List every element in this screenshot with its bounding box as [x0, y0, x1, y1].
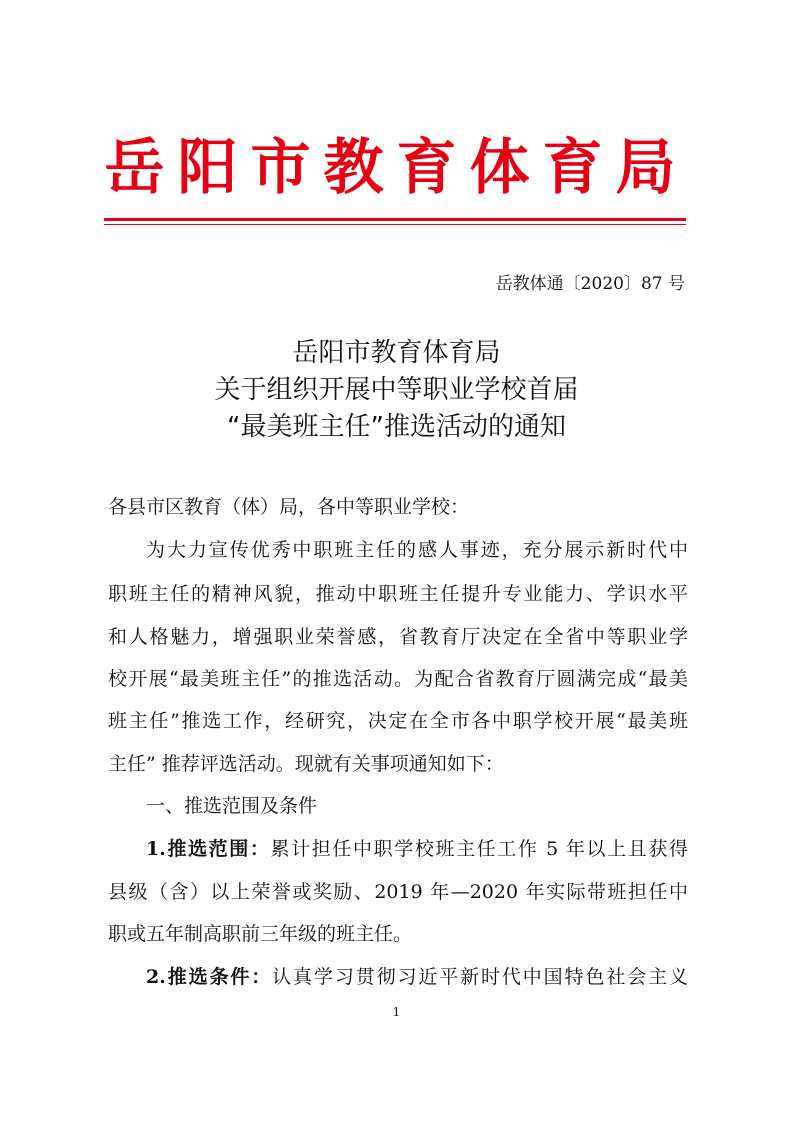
- item-1-first-line: [146, 835, 688, 863]
- masthead-rule-thick: [104, 218, 686, 221]
- section-heading-1: 一、推选范围及条件: [146, 795, 318, 817]
- item-2-first-line: [146, 963, 688, 991]
- title-line-2: 关于组织开展中等职业学校首届: [214, 375, 579, 405]
- item-1-text: 累计担任中职学校班主任工作 5 年以上且获得: [270, 838, 688, 860]
- item-1-label: 1.推选范围：: [146, 838, 271, 860]
- item-2-label: 2.推选条件：: [146, 966, 273, 988]
- document-number: 岳教体通〔2020〕87 号: [495, 274, 685, 294]
- title-line-1: 岳阳市教育体育局: [292, 338, 501, 368]
- item-1-line-2: 县级（含）以上荣誉或奖励、2019 年—2020 年实际带班担任中: [108, 881, 688, 903]
- intro-line-6: 主任” 推荐评选活动。现就有关事项通知如下：: [108, 753, 504, 775]
- title-line-3: “最美班主任”推选活动的通知: [227, 412, 566, 442]
- intro-line-4: 校开展“最美班主任”的推选活动。为配合省教育厅圆满完成“最美: [108, 668, 688, 690]
- page-number: 1: [392, 1005, 401, 1019]
- item-1-line-3: 职或五年制高职前三年级的班主任。: [108, 923, 413, 945]
- item-2-text: 认真学习贯彻习近平新时代中国特色社会主义: [272, 966, 688, 988]
- masthead-rule-thin: [104, 224, 686, 225]
- masthead-title: 岳阳市教育体育局: [104, 133, 689, 203]
- intro-line-5: 班主任”推选工作，经研究，决定在全市各中职学校开展“最美班: [108, 710, 688, 732]
- intro-line-1: 为大力宣传优秀中职班主任的感人事迹，充分展示新时代中: [146, 539, 688, 561]
- salutation: 各县市区教育（体）局，各中等职业学校：: [108, 496, 470, 518]
- intro-line-2: 职班主任的精神风貌，推动中职班主任提升专业能力、学识水平: [108, 583, 688, 605]
- intro-line-3: 和人格魅力，增强职业荣誉感，省教育厅决定在全省中等职业学: [108, 626, 688, 648]
